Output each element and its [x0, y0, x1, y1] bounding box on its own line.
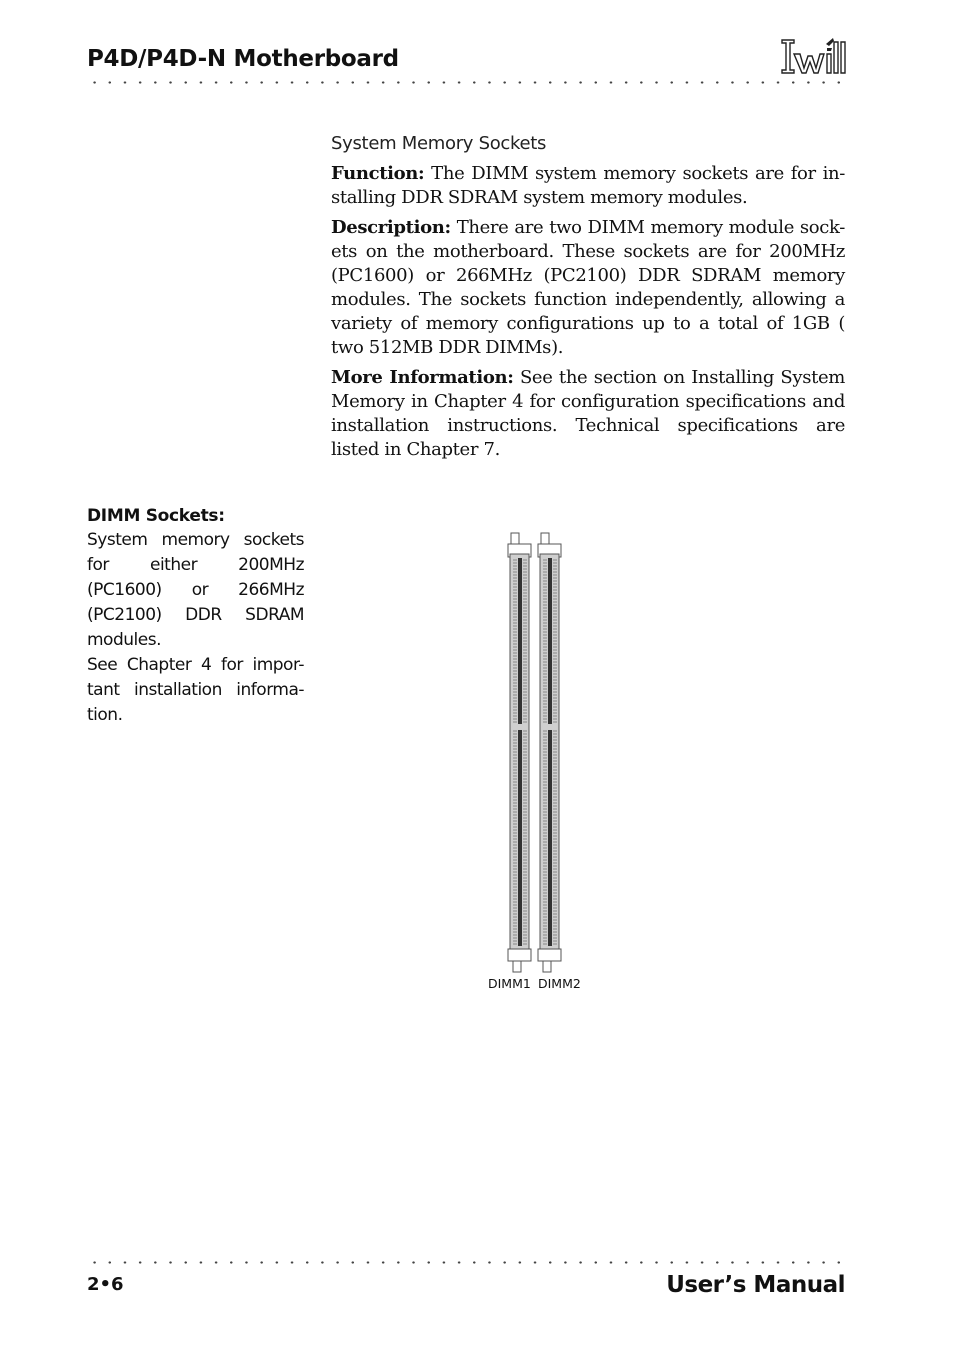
main-content	[331, 133, 845, 468]
sidebar-note	[87, 506, 304, 728]
dimm1-bottom-latch	[513, 961, 521, 972]
dimm2-bottom-clip	[538, 949, 561, 961]
footer-title: User’s Manual	[666, 1272, 845, 1298]
description-paragraph	[331, 216, 845, 360]
sidebar-text-2: See Chapter 4 for impor-tant installation informa-tion.	[87, 655, 304, 725]
dimm2-slot-upper	[548, 558, 552, 724]
description-text: There are two DIMM memory module sock-ets on the motherboard. These sockets are for 200MHz (PC1600) or 266MHz (PC2100) DDR SDRAM memory modules. The sockets function independently, allowing a variety of memory configurations up to a total of 1GB ( two 512MB DDR DIMMs).	[331, 217, 845, 358]
page-number: 2•6	[87, 1274, 124, 1295]
header-dotted-rule	[87, 81, 845, 84]
footer-dotted-rule	[87, 1261, 845, 1264]
sidebar-text: System memory sockets for either 200MHz (PC1600) or 266MHz (PC2100) DDR SDRAM modules.	[87, 530, 304, 650]
dimm-diagram-svg	[487, 530, 587, 992]
more-information-label: More Information:	[331, 367, 514, 388]
function-text: The DIMM system memory sockets are for in-stalling DDR SDRAM system memory modules.	[331, 163, 846, 208]
dimm2-slot-lower	[548, 730, 552, 946]
dimm1-top-latch	[511, 533, 519, 544]
function-label: Function:	[331, 163, 425, 184]
dimm-sockets-diagram	[487, 530, 587, 992]
dimm2-label: DIMM2	[538, 976, 581, 991]
section-title: System Memory Sockets	[331, 133, 547, 154]
dimm1-label: DIMM1	[488, 976, 531, 991]
header-title: P4D/P4D-N Motherboard	[87, 46, 399, 72]
more-information-text: See the section on Installing System Memory in Chapter 4 for configuration specifications and installation instructions. Technical specifications are listed in Chapter 7.	[331, 367, 845, 460]
dimm2-bottom-latch	[543, 961, 551, 972]
dimm1-bottom-clip	[508, 949, 531, 961]
more-information-paragraph	[331, 366, 845, 462]
iwill-logo	[776, 32, 848, 76]
dimm1-slot-upper	[518, 558, 522, 724]
description-label: Description:	[331, 217, 451, 238]
dimm2-top-latch	[541, 533, 549, 544]
function-paragraph	[331, 162, 845, 210]
sidebar-title: DIMM Sockets:	[87, 506, 225, 526]
dimm1-slot-lower	[518, 730, 522, 946]
